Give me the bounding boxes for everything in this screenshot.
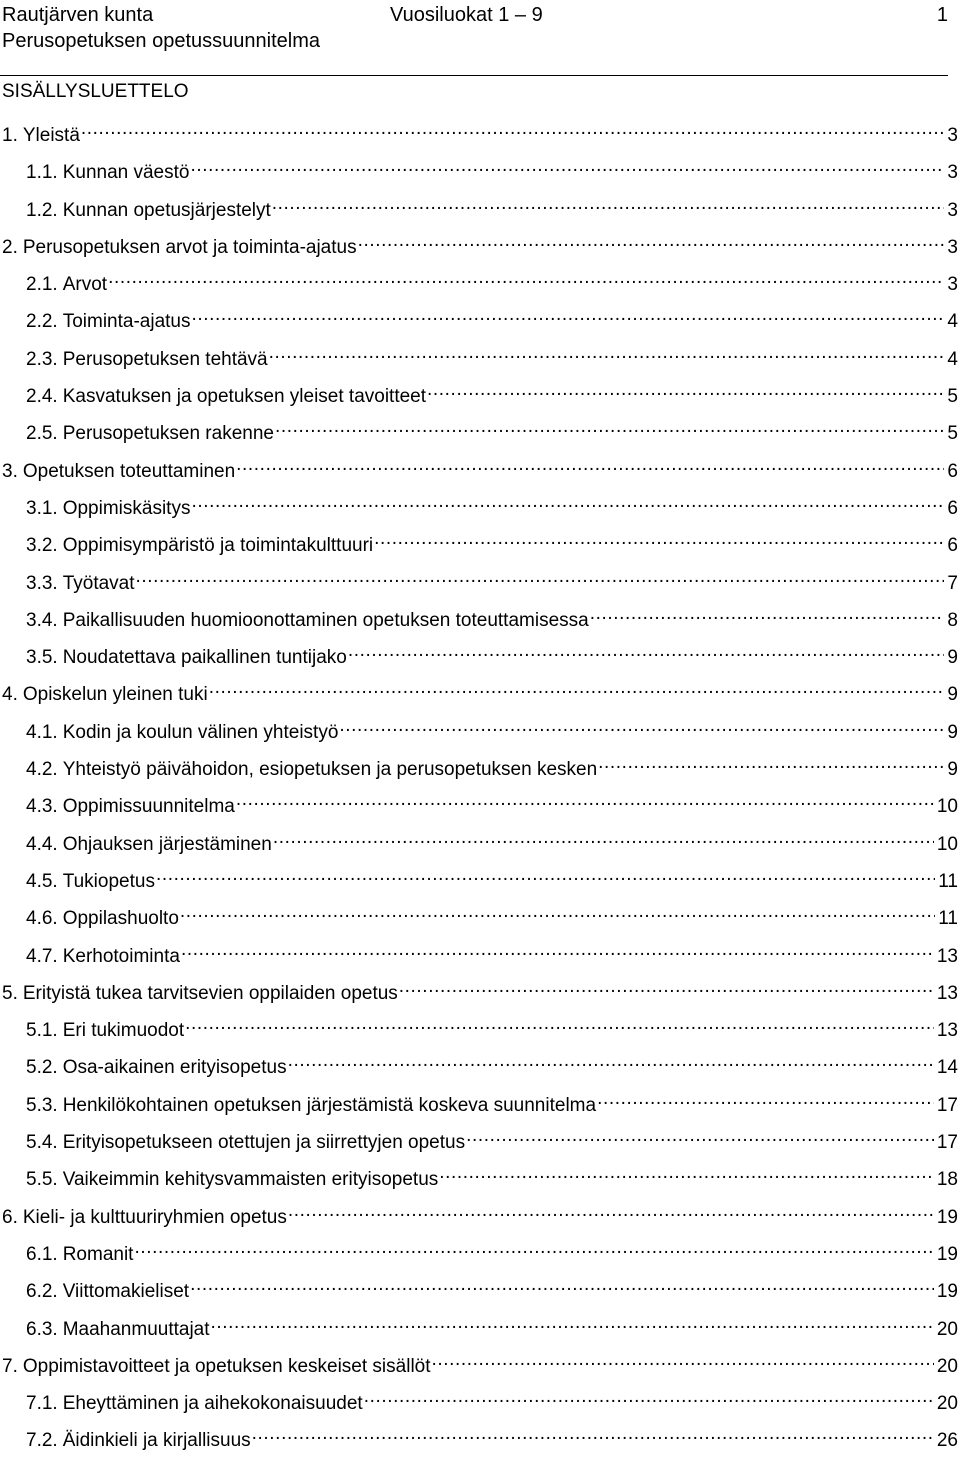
toc-entry-number: 4.2. [26, 759, 58, 781]
toc-entry-page: 6 [947, 497, 958, 519]
dot-leader [288, 1049, 934, 1073]
toc-entry[interactable] [0, 1385, 958, 1422]
toc-entry-label: Vaikeimmin kehitysvammaisten erityisopetus [62, 1169, 439, 1191]
toc-entry-label: Osa-aikainen erityisopetus [62, 1057, 287, 1079]
toc-entry-number: 6.3. [26, 1318, 58, 1340]
dot-leader [273, 826, 934, 850]
toc-entry-label: Eheyttäminen ja aihekokonaisuudet [62, 1393, 363, 1415]
toc-entry-number: 3.3. [26, 572, 58, 594]
toc-entry-label: Työtavat [62, 572, 135, 594]
toc-entry-label: Ohjauksen järjestäminen [62, 833, 272, 855]
toc-entry-number: 3.2. [26, 535, 58, 557]
toc-entry-number: 4.7. [26, 945, 58, 967]
toc-entry-number: 5.1. [26, 1020, 58, 1042]
toc-entry[interactable] [0, 229, 958, 266]
toc-entry-page: 5 [947, 386, 958, 408]
toc-entry-label: Henkilökohtainen opetuksen järjestämistä koskeva suunnitelma [62, 1094, 597, 1116]
header-left [2, 2, 320, 54]
toc-entry-number: 1.1. [26, 162, 58, 184]
toc-entry-page: 19 [936, 1243, 958, 1265]
toc-entry-number: 4. [2, 684, 18, 706]
toc-entry-number: 5.4. [26, 1132, 58, 1154]
toc-entry[interactable] [0, 117, 958, 154]
toc-entry-number: 2.3. [26, 348, 58, 370]
toc-entry-page: 13 [936, 945, 958, 967]
dot-leader [427, 378, 944, 402]
toc-entry-page: 3 [947, 199, 958, 221]
toc-entry-number: 2.1. [26, 274, 58, 296]
dot-leader [399, 975, 934, 999]
toc-entry-page: 5 [947, 423, 958, 445]
toc-entry-page: 20 [936, 1318, 958, 1340]
toc-entry[interactable] [0, 1422, 958, 1459]
dot-leader [185, 1012, 934, 1036]
toc-entry-label: Perusopetuksen tehtävä [62, 348, 268, 370]
page-number: 1 [936, 4, 948, 26]
toc-entry[interactable] [0, 192, 958, 229]
toc-entry[interactable] [0, 1236, 958, 1273]
toc-entry[interactable] [0, 154, 958, 191]
toc-entry-page: 8 [947, 609, 958, 631]
toc-entry-number: 3.1. [26, 497, 58, 519]
dot-leader [211, 1311, 934, 1335]
toc-entry-label: Kieli- ja kulttuuriryhmien opetus [22, 1206, 287, 1228]
toc-entry-label: Paikallisuuden huomioonottaminen opetuksen toteuttamisessa [62, 609, 589, 631]
toc-entry-number: 3.5. [26, 647, 58, 669]
toc-entry-page: 20 [936, 1355, 958, 1377]
toc-entry[interactable] [0, 1087, 958, 1124]
toc-entry-page: 14 [936, 1057, 958, 1079]
toc-entry-number: 5.3. [26, 1094, 58, 1116]
dot-leader [236, 788, 934, 812]
dot-leader [364, 1385, 934, 1409]
toc-entry-number: 6.1. [26, 1243, 58, 1265]
toc-entry-label: Äidinkieli ja kirjallisuus [62, 1430, 251, 1452]
toc-entry[interactable] [0, 602, 958, 639]
toc-entry[interactable] [0, 900, 958, 937]
toc-entry-number: 4.6. [26, 908, 58, 930]
toc-entry-label: Perusopetuksen rakenne [62, 423, 274, 445]
toc-entry[interactable] [0, 341, 958, 378]
toc-entry-number: 1.2. [26, 199, 58, 221]
toc-entry-page: 9 [947, 684, 958, 706]
grade-range: Vuosiluokat 1 – 9 [390, 4, 543, 26]
dot-leader [191, 490, 944, 514]
toc-entry[interactable] [0, 1124, 958, 1161]
toc-entry-page: 7 [947, 572, 958, 594]
dot-leader [181, 938, 934, 962]
dot-leader [180, 900, 935, 924]
dot-leader [191, 303, 944, 327]
toc-entry[interactable] [0, 1161, 958, 1198]
toc-entry-number: 4.4. [26, 833, 58, 855]
dot-leader [269, 341, 945, 365]
toc-entry[interactable] [0, 266, 958, 303]
toc-entry[interactable] [0, 415, 958, 452]
dot-leader [156, 863, 935, 887]
toc-entry[interactable] [0, 826, 958, 863]
toc-entry-page: 6 [947, 535, 958, 557]
toc-entry-page: 19 [936, 1281, 958, 1303]
dot-leader [272, 192, 945, 216]
dot-leader [466, 1124, 934, 1148]
toc-entry[interactable] [0, 527, 958, 564]
dot-leader [374, 527, 944, 551]
toc-entry-page: 3 [947, 274, 958, 296]
toc-entry-page: 11 [938, 908, 958, 930]
toc-entry[interactable] [0, 788, 958, 825]
toc-entry-label: Oppilashuolto [62, 908, 179, 930]
toc-entry[interactable] [0, 1348, 958, 1385]
toc-entry-label: Kasvatuksen ja opetuksen yleiset tavoitteet [62, 386, 427, 408]
toc-entry-number: 4.1. [26, 721, 58, 743]
toc-entry-page: 3 [947, 162, 958, 184]
toc-entry[interactable] [0, 453, 958, 490]
toc-entry-label: Maahanmuuttajat [62, 1318, 210, 1340]
municipality-name: Rautjärven kunta [2, 4, 154, 26]
dot-leader [590, 602, 945, 626]
dot-leader [134, 1236, 933, 1260]
dot-leader [439, 1161, 934, 1185]
dot-leader [597, 1087, 934, 1111]
dot-leader [432, 1348, 934, 1372]
toc-entry-label: Romanit [62, 1243, 134, 1265]
dot-leader [190, 1273, 934, 1297]
toc-entry-page: 9 [947, 721, 958, 743]
toc-entry-page: 19 [936, 1206, 958, 1228]
toc-entry-number: 2.2. [26, 311, 58, 333]
document-title: Perusopetuksen opetussuunnitelma [2, 30, 320, 52]
toc-entry[interactable] [0, 1049, 958, 1086]
toc-entry[interactable] [0, 1012, 958, 1049]
toc-entry[interactable] [0, 639, 958, 676]
toc-entry-label: Yleistä [22, 125, 80, 146]
toc-entry[interactable] [0, 751, 958, 788]
toc-entry-label: Opetuksen toteuttaminen [22, 460, 236, 482]
toc-entry[interactable] [0, 714, 958, 751]
toc-entry-number: 6.2. [26, 1281, 58, 1303]
dot-leader [136, 565, 945, 589]
toc-entry-page: 3 [947, 236, 958, 258]
toc-entry[interactable] [0, 378, 958, 415]
toc-entry-number: 7. [2, 1355, 18, 1377]
toc-entry-label: Eri tukimuodot [62, 1020, 185, 1042]
toc-entry-number: 5.5. [26, 1169, 58, 1191]
toc-entry-number: 6. [2, 1206, 18, 1228]
toc-entry-page: 20 [936, 1393, 958, 1415]
dot-leader [598, 751, 944, 775]
dot-leader [358, 229, 945, 253]
toc-entry-label: Viittomakieliset [62, 1281, 190, 1303]
toc-entry-number: 7.1. [26, 1393, 58, 1415]
toc-entry-label: Perusopetuksen arvot ja toiminta-ajatus [22, 236, 357, 258]
toc-entry-label: Kunnan väestö [62, 162, 190, 184]
dot-leader [288, 1199, 934, 1223]
toc-entry-label: Yhteistyö päivähoidon, esiopetuksen ja perusopetuksen kesken [62, 759, 598, 781]
toc-entry-page: 17 [936, 1132, 958, 1154]
toc-entry-number: 3.4. [26, 609, 58, 631]
toc-entry-page: 10 [936, 833, 958, 855]
toc-entry[interactable] [0, 863, 958, 900]
dot-leader [252, 1422, 934, 1446]
toc-entry[interactable] [0, 1273, 958, 1310]
toc-entry-label: Oppimisympäristö ja toimintakulttuuri [62, 535, 374, 557]
toc-entry[interactable] [0, 1311, 958, 1348]
toc-entry-label: Oppimiskäsitys [62, 497, 191, 519]
dot-leader [339, 714, 944, 738]
toc-entry-number: 2.4. [26, 386, 58, 408]
toc-entry-page: 9 [947, 759, 958, 781]
toc-entry-page: 3 [947, 125, 958, 146]
toc-entry-page: 6 [947, 460, 958, 482]
toc-entry-page: 4 [947, 311, 958, 333]
toc-entry-label: Oppimistavoitteet ja opetuksen keskeiset sisällöt [22, 1355, 431, 1377]
toc-entry-number: 7.2. [26, 1430, 58, 1452]
toc-entry-label: Kodin ja koulun välinen yhteistyö [62, 721, 339, 743]
toc-entry-label: Toiminta-ajatus [62, 311, 191, 333]
toc-entry-label: Erityisopetukseen otettujen ja siirrettyjen opetus [62, 1132, 466, 1154]
dot-leader [348, 639, 945, 663]
toc-entry-label: Oppimissuunnitelma [62, 796, 235, 818]
toc-entry-number: 5. [2, 982, 18, 1004]
toc-entry[interactable] [0, 1199, 958, 1236]
toc-entry-page: 10 [936, 796, 958, 818]
toc-entry[interactable] [0, 975, 958, 1012]
toc-entry[interactable] [0, 303, 958, 340]
toc-entry-page: 26 [936, 1430, 958, 1452]
toc-entry-label: Noudatettava paikallinen tuntijako [62, 647, 347, 669]
toc-entry-label: Kerhotoiminta [62, 945, 180, 967]
toc-entry-number: 3. [2, 460, 18, 482]
toc-entry-number: 4.5. [26, 870, 58, 892]
dot-leader [275, 415, 944, 439]
toc-entry-label: Erityistä tukea tarvitsevien oppilaiden opetus [22, 982, 398, 1004]
toc-entry-label: Arvot [62, 274, 108, 296]
toc-entry-number: 2.5. [26, 423, 58, 445]
toc-title: SISÄLLYSLUETTELO [2, 81, 189, 102]
toc-entry[interactable] [0, 490, 958, 527]
toc-entry-page: 4 [947, 348, 958, 370]
toc-entry-label: Opiskelun yleinen tuki [22, 684, 208, 706]
toc-entry-page: 18 [936, 1169, 958, 1191]
dot-leader [81, 117, 945, 141]
toc-entry-number: 4.3. [26, 796, 58, 818]
toc-entry-page: 11 [938, 870, 958, 892]
dot-leader [190, 154, 944, 178]
toc-entry[interactable] [0, 676, 958, 713]
toc-entry[interactable] [0, 565, 958, 602]
toc-entry-page: 17 [936, 1094, 958, 1116]
toc-entry-number: 1. [2, 125, 18, 146]
dot-leader [209, 676, 945, 700]
page-header [0, 0, 960, 60]
toc-entry-number: 5.2. [26, 1057, 58, 1079]
header-divider [0, 75, 948, 76]
toc-entry-number: 2. [2, 236, 18, 258]
toc-entry-page: 13 [936, 1020, 958, 1042]
dot-leader [108, 266, 944, 290]
dot-leader [236, 453, 944, 477]
table-of-contents [0, 117, 958, 1460]
toc-entry-label: Tukiopetus [62, 870, 155, 892]
toc-entry[interactable] [0, 938, 958, 975]
toc-entry-page: 9 [947, 647, 958, 669]
toc-entry-page: 13 [936, 982, 958, 1004]
toc-entry-label: Kunnan opetusjärjestelyt [62, 199, 271, 221]
